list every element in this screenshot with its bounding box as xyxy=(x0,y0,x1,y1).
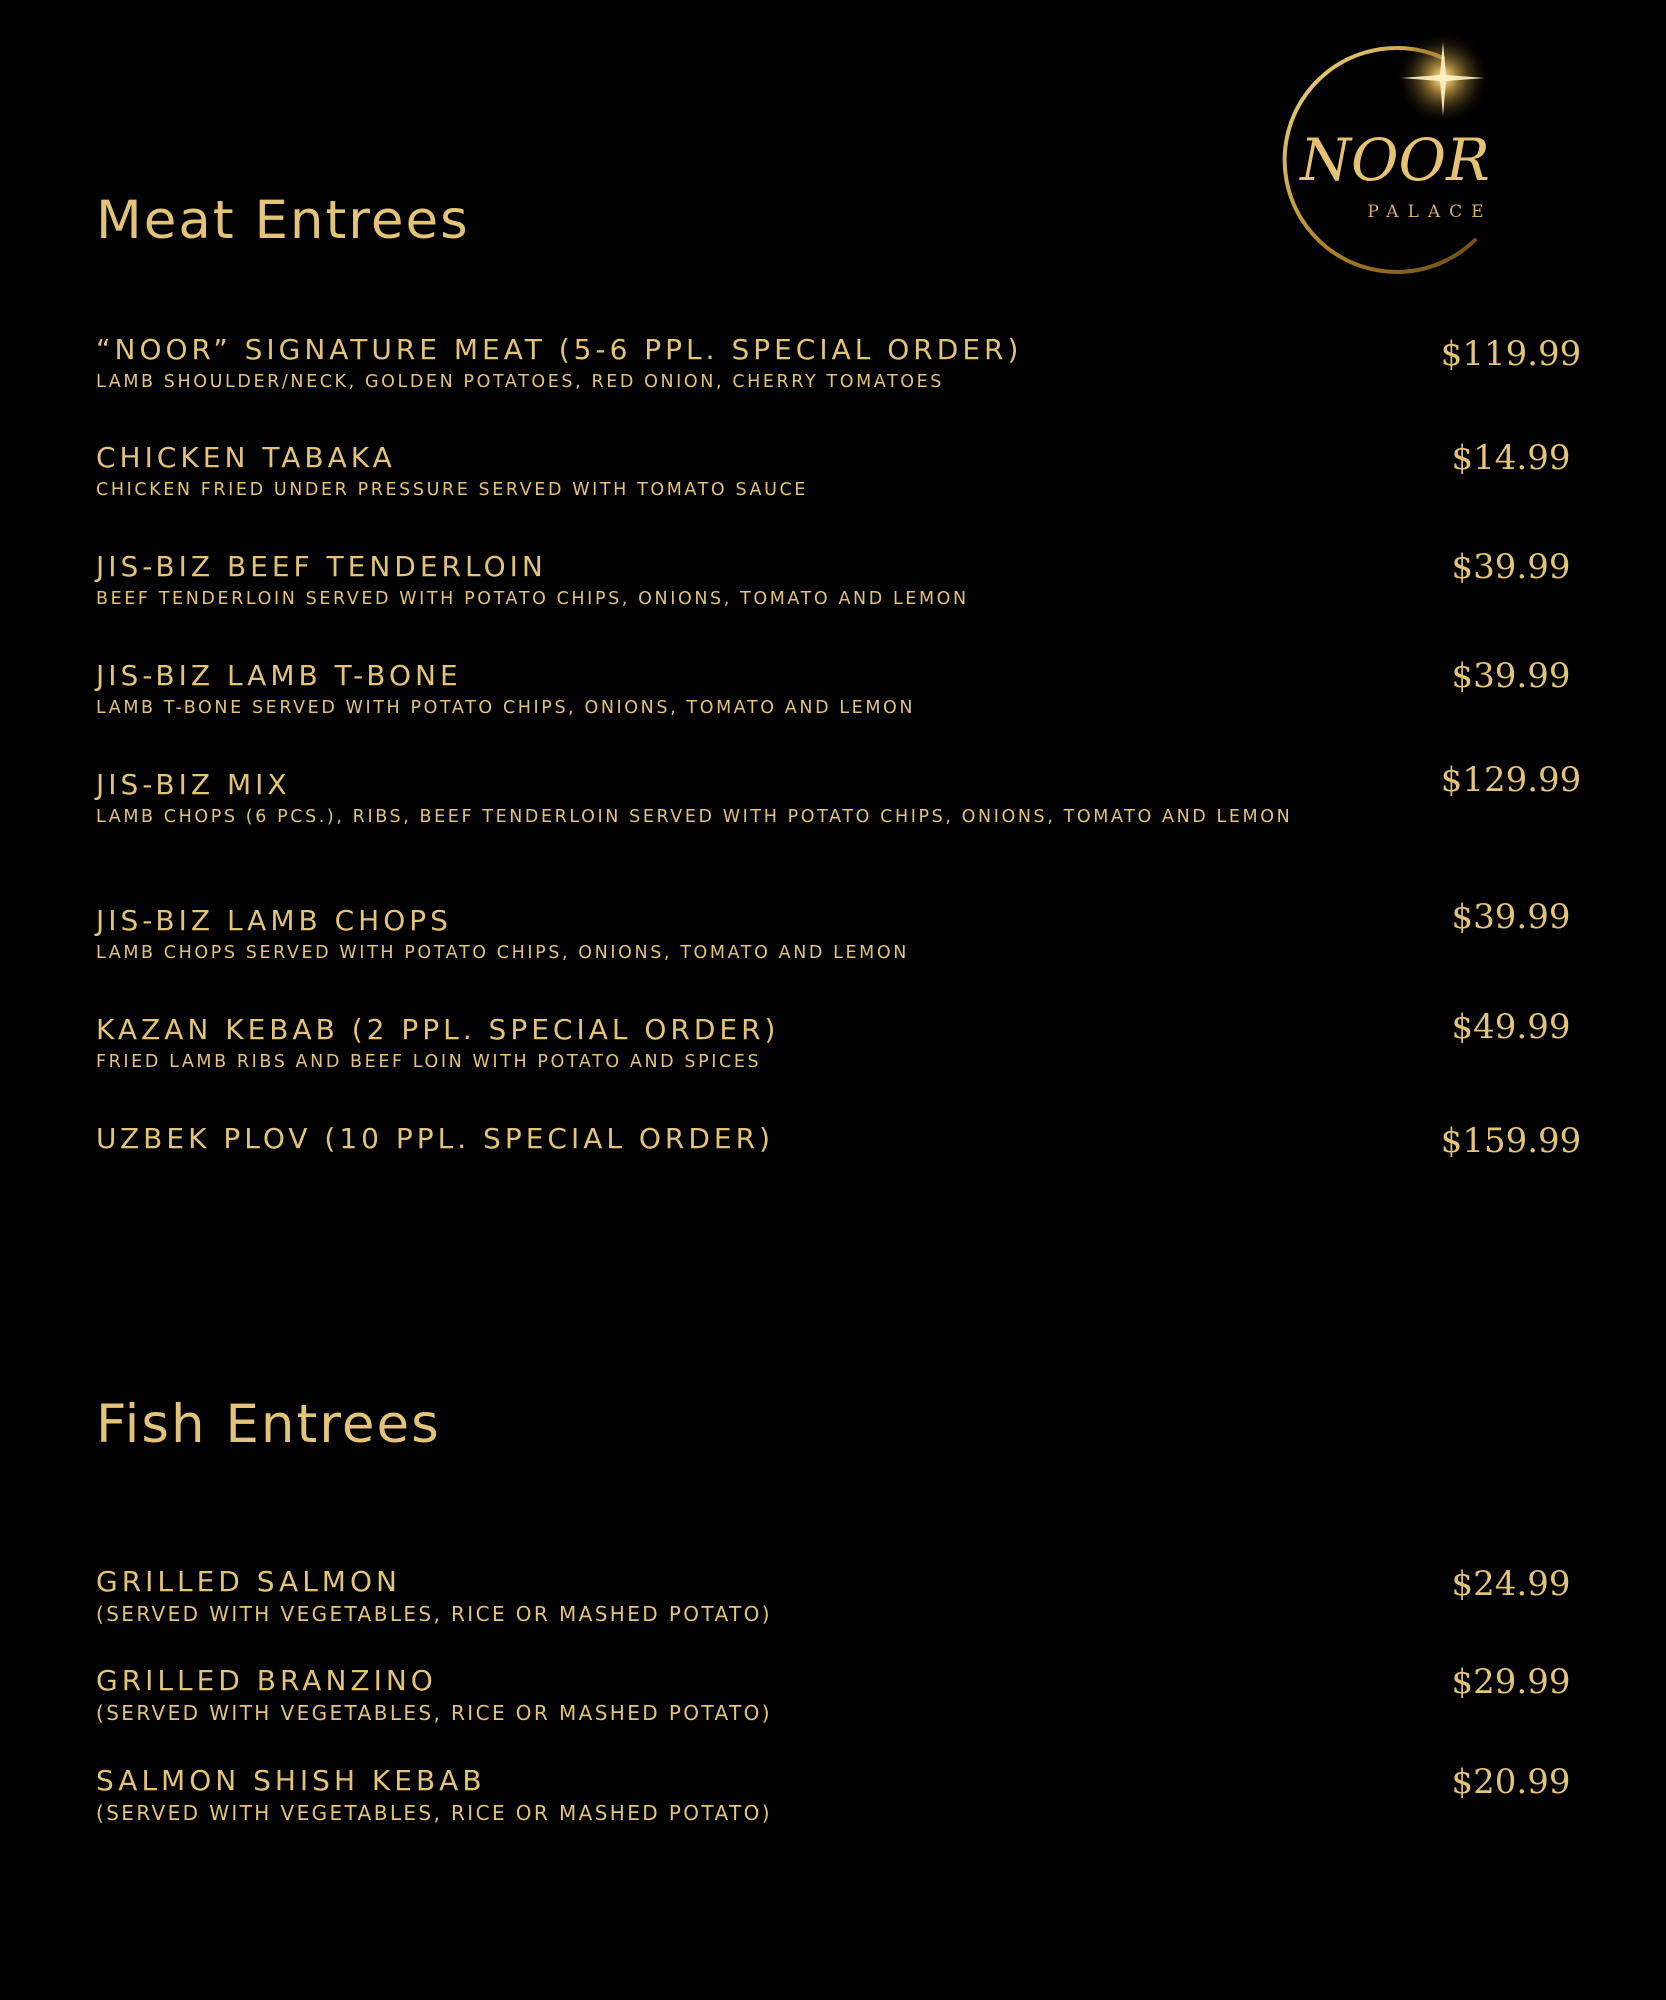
menu-item xyxy=(96,438,1571,503)
item-name: JIS-BIZ LAMB CHOPS xyxy=(96,904,452,937)
item-price: $14.99 xyxy=(1451,438,1571,478)
item-description: LAMB CHOPS (6 PCS.), RIBS, BEEF TENDERLOIN SERVED WITH POTATO CHIPS, ONIONS, TOMATO AND LEMON xyxy=(96,807,1293,827)
menu-item xyxy=(96,547,1571,612)
item-price: $39.99 xyxy=(1451,547,1571,587)
noor-palace-logo xyxy=(1225,20,1545,290)
item-description: CHICKEN FRIED UNDER PRESSURE SERVED WITH TOMATO SAUCE xyxy=(96,480,808,500)
item-name: UZBEK PLOV (10 PPL. SPECIAL ORDER) xyxy=(96,1122,774,1155)
item-price: $39.99 xyxy=(1451,897,1571,937)
item-description: (SERVED WITH VEGETABLES, RICE OR MASHED POTATO) xyxy=(96,1801,772,1825)
item-description: FRIED LAMB RIBS AND BEEF LOIN WITH POTATO AND SPICES xyxy=(96,1052,762,1072)
logo-name: NOOR xyxy=(1300,126,1490,194)
menu-item xyxy=(96,760,1582,830)
menu-item xyxy=(96,656,1571,721)
menu-item xyxy=(96,1662,1571,1726)
logo-tagline: PALACE xyxy=(1367,202,1493,222)
section-title-fish: Fish Entrees xyxy=(96,1394,441,1455)
menu-item xyxy=(96,1121,1582,1161)
item-price: $129.99 xyxy=(1440,760,1582,800)
item-description: LAMB CHOPS SERVED WITH POTATO CHIPS, ONIONS, TOMATO AND LEMON xyxy=(96,943,909,963)
item-price: $159.99 xyxy=(1440,1121,1582,1161)
item-name: “NOOR” SIGNATURE MEAT (5-6 PPL. SPECIAL ORDER) xyxy=(96,333,1023,366)
item-description: (SERVED WITH VEGETABLES, RICE OR MASHED POTATO) xyxy=(96,1602,772,1626)
item-name: JIS-BIZ LAMB T-BONE xyxy=(96,659,462,692)
item-name: GRILLED SALMON xyxy=(96,1565,401,1598)
item-name: KAZAN KEBAB (2 PPL. SPECIAL ORDER) xyxy=(96,1013,780,1046)
item-price: $20.99 xyxy=(1451,1762,1571,1802)
item-name: CHICKEN TABAKA xyxy=(96,441,396,474)
item-description: LAMB T-BONE SERVED WITH POTATO CHIPS, ONIONS, TOMATO AND LEMON xyxy=(96,698,916,718)
item-price: $39.99 xyxy=(1451,656,1571,696)
item-name: SALMON SHISH KEBAB xyxy=(96,1764,486,1797)
menu-item xyxy=(96,1762,1571,1826)
menu-item xyxy=(96,1564,1571,1627)
item-price: $119.99 xyxy=(1440,334,1582,374)
item-name: GRILLED BRANZINO xyxy=(96,1664,437,1697)
item-description: (SERVED WITH VEGETABLES, RICE OR MASHED POTATO) xyxy=(96,1701,772,1725)
item-name: JIS-BIZ BEEF TENDERLOIN xyxy=(96,550,547,583)
item-description: LAMB SHOULDER/NECK, GOLDEN POTATOES, RED ONION, CHERRY TOMATOES xyxy=(96,372,945,392)
item-price: $29.99 xyxy=(1451,1662,1571,1702)
item-name: JIS-BIZ MIX xyxy=(96,768,291,801)
menu-item xyxy=(96,897,1571,966)
menu-item xyxy=(96,333,1582,395)
item-description: BEEF TENDERLOIN SERVED WITH POTATO CHIPS, ONIONS, TOMATO AND LEMON xyxy=(96,589,969,609)
item-price: $49.99 xyxy=(1451,1007,1571,1047)
logo-graphic xyxy=(1225,20,1545,290)
menu-item xyxy=(96,1007,1571,1075)
item-price: $24.99 xyxy=(1451,1564,1571,1604)
section-title-meat: Meat Entrees xyxy=(96,190,470,251)
